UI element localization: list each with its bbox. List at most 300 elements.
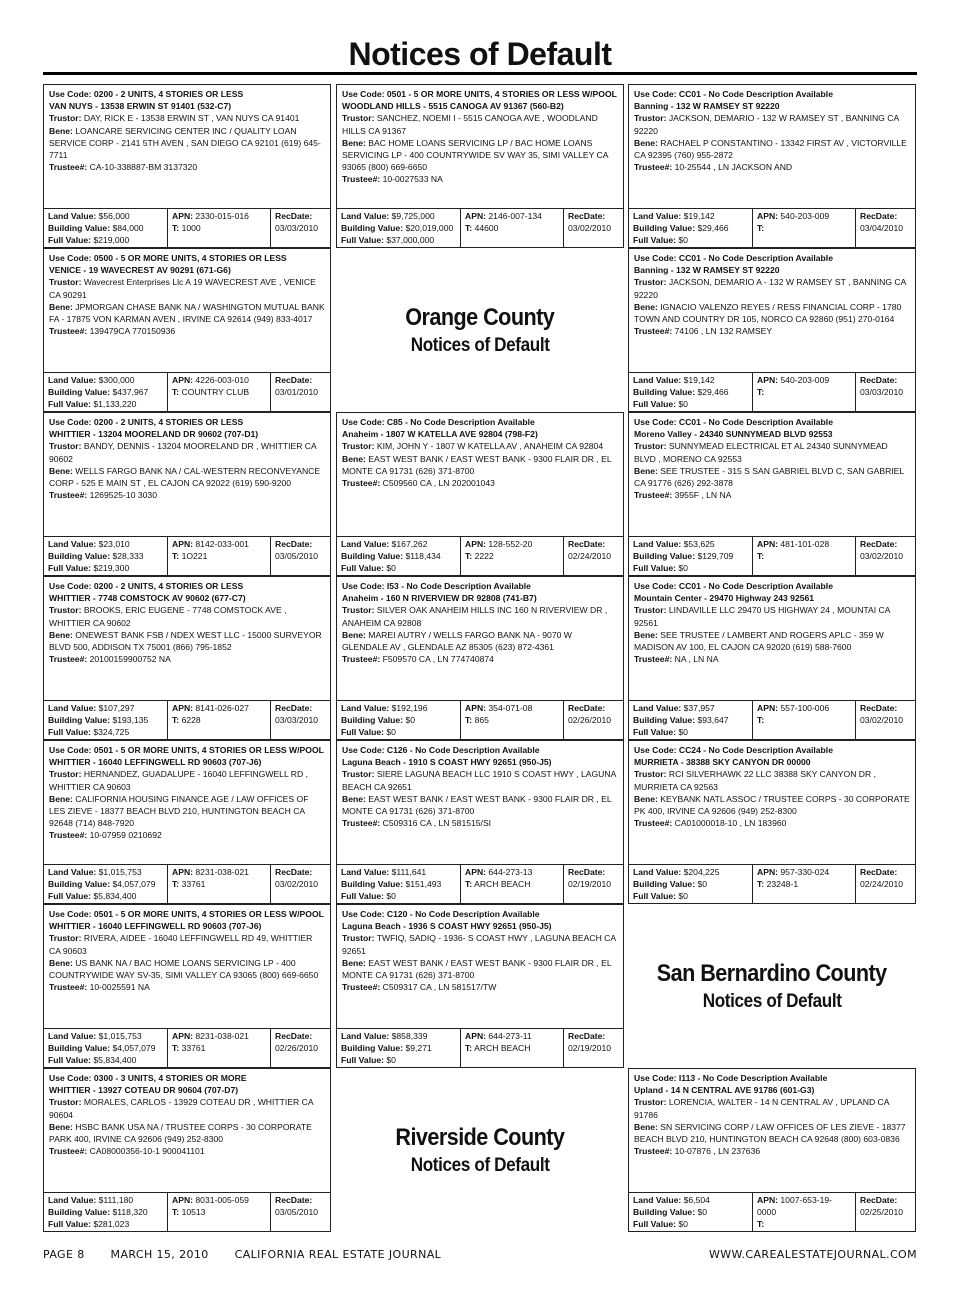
trustor-value: Wavecrest Enterprises Llc A 19 WAVECREST AVE , VENICE CA 90291 [49, 277, 316, 300]
notice-card [43, 904, 331, 1068]
value-block [337, 865, 461, 903]
property-address: WHITTIER - 7748 COMSTOCK AV 90602 (677-C7) [49, 593, 246, 604]
apn [757, 1194, 851, 1218]
trustee-number-label: Trustee#: [49, 830, 88, 841]
tract-label: T: [757, 387, 765, 397]
trustor [634, 276, 910, 300]
recdate-label: RecDate: [275, 211, 313, 221]
apn-block [753, 537, 856, 575]
beneficiary-value: SN SERVICING CORP / LAW OFFICES OF LES ZIEVE - 18377 BEACH BLVD 210, HUNTINGTON BEACH CA 92648 (800) 603-0836 [634, 1121, 906, 1145]
building-value-label: Building Value: [633, 223, 696, 233]
tract [465, 550, 559, 562]
use-code: Use Code: 0300 - 3 UNITS, 4 STORIES OR MORE [49, 1073, 247, 1083]
apn-value: 957-330-024 [780, 867, 830, 877]
tract-label: T: [465, 1043, 473, 1053]
county-name: Riverside County [395, 1123, 565, 1151]
land-value-value: $858,339 [391, 1031, 428, 1041]
full-value-label: Full Value: [633, 399, 676, 409]
trustor-value: BANDY, DENNIS - 13204 MOORELAND DR , WHITTIER CA 90602 [49, 441, 317, 464]
tract-label: T: [465, 223, 473, 233]
apn-label: APN: [172, 211, 194, 221]
apn-value: 4226-003-010 [195, 375, 249, 385]
value-block [337, 701, 461, 739]
building-value-label: Building Value: [48, 223, 111, 233]
beneficiary-label: Bene: [634, 301, 658, 312]
land-value [633, 1194, 748, 1206]
tract-label: T: [172, 551, 180, 561]
full-value-value: $37,000,000 [386, 235, 435, 245]
property-address: Laguna Beach - 1936 S COAST HWY 92651 (950-J5) [342, 921, 552, 932]
recdate-value: 02/26/2010 [275, 1043, 319, 1053]
building-value [48, 550, 163, 562]
trustor [342, 604, 618, 628]
recdate-block [856, 209, 915, 247]
recdate-value: 03/02/2010 [860, 715, 904, 725]
recdate-label: RecDate: [860, 1195, 898, 1205]
value-block [44, 701, 168, 739]
building-value-value: $193,135 [112, 715, 149, 725]
value-block [629, 209, 753, 247]
apn-label: APN: [757, 211, 779, 221]
property-address: Upland - 14 N CENTRAL AVE 91786 (601-G3) [634, 1085, 815, 1096]
notice-cell [43, 248, 331, 412]
trustee-number-label: Trustee#: [342, 174, 381, 185]
full-value [633, 398, 748, 410]
trustor [342, 112, 618, 136]
trustor-label: Trustor: [49, 113, 82, 124]
building-value [48, 386, 163, 398]
building-value-value: $437,967 [112, 387, 149, 397]
building-value [48, 1042, 163, 1054]
apn-block [168, 373, 271, 411]
notice-cell [43, 740, 331, 904]
trustee-number-value: CA08000356-10-1 900041101 [89, 1146, 205, 1157]
value-block [337, 209, 461, 247]
beneficiary-value: MAREI AUTRY / WELLS FARGO BANK NA - 9070 W GLENDALE AV , GLENDALE AZ 85305 (623) 872-4361 [342, 629, 572, 653]
apn-label: APN: [757, 1195, 779, 1205]
trustee-number-label: Trustee#: [49, 654, 88, 665]
trustor-value: TWFIQ, SADIQ - 1936- S COAST HWY , LAGUNA BEACH CA 92651 [342, 933, 616, 956]
trustee-number [342, 817, 618, 829]
notice-values [44, 372, 330, 411]
full-value [633, 562, 748, 574]
tract [172, 878, 266, 890]
property-address: Moreno Valley - 24340 SUNNYMEAD BLVD 92553 [634, 429, 833, 440]
trustor-value: LORENCIA, WALTER - 14 N CENTRAL AV , UPLAND CA 91786 [634, 1097, 890, 1120]
notice-card [336, 740, 624, 904]
recdate-value: 03/02/2010 [275, 879, 319, 889]
county-heading [336, 248, 624, 412]
building-value [633, 714, 748, 726]
use-code: Use Code: 0501 - 5 OR MORE UNITS, 4 STORIES OR LESS W/POOL [342, 89, 617, 99]
footer-url: WWW.CAREALESTATEJOURNAL.COM [708, 1248, 917, 1261]
beneficiary-value: LOANCARE SERVICING CENTER INC / QUALITY LOAN SERVICE CORP - 2141 5TH AVEN , SAN DIEGO CA 92101 (619) 645-7711 [49, 125, 321, 161]
apn-value: 557-100-006 [780, 703, 830, 713]
trustee-number-value: 1269525-10 3030 [89, 490, 157, 501]
full-value-value: $0 [678, 1219, 688, 1229]
apn-block [168, 1029, 271, 1067]
trustee-number [634, 817, 910, 829]
trustee-number [634, 653, 910, 665]
recdate-value: 02/24/2010 [568, 551, 612, 561]
notice-body [44, 577, 330, 700]
beneficiary [49, 125, 325, 162]
tract [172, 1206, 266, 1218]
tract-value: 2222 [474, 551, 494, 561]
apn-block [753, 865, 856, 903]
full-value-label: Full Value: [48, 1219, 91, 1229]
apn-value: 8231-038-021 [195, 867, 249, 877]
building-value-label: Building Value: [48, 1207, 111, 1217]
notice-body [44, 413, 330, 536]
beneficiary-value: EAST WEST BANK / EAST WEST BANK - 9300 FLAIR DR , EL MONTE CA 91731 (626) 371-8700 [342, 957, 612, 981]
property-address: Laguna Beach - 1910 S COAST HWY 92651 (950-J5) [342, 757, 552, 768]
full-value-value: $0 [386, 891, 396, 901]
trustor [49, 112, 325, 124]
building-value-value: $28,333 [112, 551, 144, 561]
building-value [633, 386, 748, 398]
apn-block [753, 373, 856, 411]
beneficiary [342, 957, 618, 981]
full-value-label: Full Value: [341, 563, 384, 573]
value-block [337, 1029, 461, 1067]
tract [465, 222, 559, 234]
land-value [633, 210, 748, 222]
notice-cell [43, 1068, 331, 1232]
recdate-block [856, 701, 915, 739]
full-value-label: Full Value: [341, 235, 384, 245]
building-value [341, 1042, 456, 1054]
tract [172, 386, 266, 398]
land-value-value: $9,725,000 [391, 211, 435, 221]
apn-block [168, 209, 271, 247]
tract-label: T: [465, 551, 473, 561]
trustor-label: Trustor: [342, 605, 375, 616]
full-value-value: $219,000 [93, 235, 130, 245]
apn [757, 210, 851, 222]
full-value [633, 890, 748, 902]
notice-values [629, 1192, 915, 1231]
footer-left [43, 1248, 463, 1261]
apn-label: APN: [465, 211, 487, 221]
apn-label: APN: [172, 867, 194, 877]
beneficiary-value: EAST WEST BANK / EAST WEST BANK - 9300 FLAIR DR , EL MONTE CA 91731 (626) 371-8700 [342, 453, 612, 476]
tract [465, 1042, 559, 1054]
full-value-value: $0 [678, 727, 688, 737]
notice-card [336, 576, 624, 740]
notice-body [337, 577, 623, 700]
apn-block [461, 209, 564, 247]
recdate-value: 03/02/2010 [860, 551, 904, 561]
apn-label: APN: [757, 375, 779, 385]
use-code: Use Code: CC01 - No Code Description Available [634, 417, 833, 427]
trustee-number-label: Trustee#: [49, 1146, 88, 1157]
notice-body [44, 741, 330, 864]
tract-label: T: [172, 387, 180, 397]
beneficiary-value: EAST WEST BANK / EAST WEST BANK - 9300 FLAIR DR , EL MONTE CA 91731 (626) 371-8700 [342, 793, 612, 817]
apn [757, 538, 851, 550]
trustor-value: SANCHEZ, NOEMI I - 5515 CANOGA AVE , WOODLAND HILLS CA 91367 [342, 113, 598, 136]
recdate-label: RecDate: [860, 867, 898, 877]
full-value-value: $5,834,400 [93, 891, 137, 901]
full-value [48, 562, 163, 574]
apn-label: APN: [172, 375, 194, 385]
use-code: Use Code: I113 - No Code Description Available [634, 1073, 828, 1083]
value-block [629, 373, 753, 411]
beneficiary-label: Bene: [634, 793, 658, 804]
value-block [629, 701, 753, 739]
building-value [341, 878, 456, 890]
trustee-number-label: Trustee#: [634, 490, 673, 501]
building-value-value: $118,434 [405, 551, 441, 561]
land-value-label: Land Value: [633, 211, 682, 221]
building-value [48, 1206, 163, 1218]
use-code: Use Code: 0200 - 2 UNITS, 4 STORIES OR LESS [49, 417, 244, 427]
full-value-label: Full Value: [341, 727, 384, 737]
land-value-label: Land Value: [341, 703, 390, 713]
tract-label: T: [465, 715, 473, 725]
building-value-label: Building Value: [48, 715, 111, 725]
apn [757, 866, 851, 878]
trustor-label: Trustor: [49, 769, 82, 780]
building-value-label: Building Value: [633, 879, 696, 889]
building-value-value: $151,493 [405, 879, 442, 889]
trustor-label: Trustor: [342, 933, 375, 944]
apn [172, 210, 266, 222]
land-value-value: $19,142 [683, 375, 715, 385]
trustee-number-value: C509560 CA , LN 202001043 [382, 478, 495, 489]
county-heading [628, 904, 916, 1068]
land-value [48, 210, 163, 222]
trustee-number-label: Trustee#: [49, 162, 88, 173]
beneficiary [634, 1121, 910, 1145]
land-value [341, 210, 456, 222]
notice-card [628, 248, 916, 412]
notice-body [44, 85, 330, 208]
tract-value: 865 [474, 715, 489, 725]
full-value-label: Full Value: [341, 1055, 384, 1065]
trustor-value: BROOKS, ERIC EUGENE - 7748 COMSTOCK AVE , WHITTIER CA 90602 [49, 605, 287, 628]
notices-grid [43, 84, 917, 1230]
trustor-value: SIERE LAGUNA BEACH LLC 1910 S COAST HWY , LAGUNA BEACH CA 92651 [342, 769, 616, 792]
tract [757, 1218, 851, 1230]
building-value-value: $118,320 [112, 1207, 148, 1217]
land-value-label: Land Value: [48, 1195, 97, 1205]
recdate-label: RecDate: [275, 1031, 313, 1041]
notice-cell [628, 904, 916, 1068]
beneficiary [634, 137, 910, 161]
land-value-label: Land Value: [48, 375, 97, 385]
full-value-value: $281,023 [93, 1219, 130, 1229]
recdate-label: RecDate: [568, 867, 606, 877]
notice-cell [628, 1068, 916, 1232]
land-value-label: Land Value: [633, 1195, 682, 1205]
trustee-number-value: 10-07959 0210692 [89, 830, 162, 841]
full-value [633, 726, 748, 738]
use-code: Use Code: CC01 - No Code Description Available [634, 89, 833, 99]
full-value-value: $0 [678, 563, 688, 573]
land-value [341, 538, 456, 550]
recdate-block [271, 1029, 330, 1067]
land-value [633, 374, 748, 386]
trustee-number [634, 161, 910, 173]
notice-values [44, 536, 330, 575]
trustee-number-label: Trustee#: [634, 654, 673, 665]
building-value-value: $9,271 [405, 1043, 432, 1053]
recdate-block [564, 701, 623, 739]
notice-values [337, 864, 623, 903]
apn-label: APN: [465, 867, 487, 877]
notice-cell [628, 740, 916, 904]
apn-block [461, 701, 564, 739]
land-value-label: Land Value: [48, 1031, 97, 1041]
apn-label: APN: [172, 1031, 194, 1041]
property-address: Mountain Center - 29470 Highway 243 92561 [634, 593, 815, 604]
trustee-number [634, 325, 910, 337]
building-value-value: $4,057,079 [112, 1043, 156, 1053]
trustor [342, 932, 618, 956]
building-value-label: Building Value: [341, 879, 404, 889]
apn [172, 702, 266, 714]
county-heading [336, 1068, 624, 1232]
land-value [633, 538, 748, 550]
building-value-label: Building Value: [48, 1043, 111, 1053]
recdate-block [564, 865, 623, 903]
full-value-label: Full Value: [633, 727, 676, 737]
apn [172, 866, 266, 878]
tract-label: T: [757, 551, 765, 561]
apn [465, 538, 559, 550]
tract [465, 878, 559, 890]
value-block [44, 865, 168, 903]
trustee-number-label: Trustee#: [634, 818, 673, 829]
building-value-value: $4,057,079 [112, 879, 156, 889]
recdate-value: 02/25/2010 [860, 1207, 904, 1217]
land-value-label: Land Value: [341, 539, 390, 549]
full-value-value: $324,725 [93, 727, 130, 737]
full-value-value: $5,834,400 [93, 1055, 137, 1065]
beneficiary [342, 629, 618, 653]
apn-value: 644-273-11 [488, 1031, 532, 1041]
land-value [341, 1030, 456, 1042]
trustee-number [49, 325, 325, 337]
land-value-value: $53,625 [683, 539, 715, 549]
beneficiary [49, 629, 325, 653]
notice-values [337, 536, 623, 575]
value-block [337, 537, 461, 575]
land-value-value: $167,262 [391, 539, 428, 549]
trustor-value: SUNNYMEAD ELECTRICAL ET AL 24340 SUNNYMEAD BLVD , MORENO CA 92553 [634, 441, 888, 464]
trustee-number-value: F509570 CA , LN 774740874 [382, 654, 494, 665]
recdate-label: RecDate: [275, 867, 313, 877]
full-value [48, 398, 163, 410]
use-code: Use Code: I53 - No Code Description Available [342, 581, 531, 591]
full-value-label: Full Value: [48, 563, 91, 573]
apn [465, 1030, 559, 1042]
full-value-label: Full Value: [633, 563, 676, 573]
beneficiary [49, 301, 325, 325]
recdate-block [856, 373, 915, 411]
trustor [634, 768, 910, 792]
building-value-value: $20,019,000 [405, 223, 454, 233]
recdate-label: RecDate: [860, 375, 898, 385]
notice-cell [628, 412, 916, 576]
beneficiary [49, 465, 325, 489]
notice-card [43, 84, 331, 248]
beneficiary-label: Bene: [49, 793, 73, 804]
trustee-number-label: Trustee#: [634, 1146, 673, 1157]
full-value-value: $0 [678, 891, 688, 901]
land-value-label: Land Value: [48, 703, 97, 713]
full-value [48, 1054, 163, 1066]
apn-block [753, 209, 856, 247]
land-value-value: $37,957 [683, 703, 715, 713]
recdate-value: 03/03/2010 [860, 387, 904, 397]
full-value-value: $0 [386, 563, 396, 573]
trustor-label: Trustor: [634, 605, 667, 616]
recdate-block [271, 373, 330, 411]
building-value-label: Building Value: [341, 551, 404, 561]
recdate-block [271, 537, 330, 575]
trustor-value: DAY, RICK E - 13538 ERWIN ST , VAN NUYS CA 91401 [83, 113, 300, 124]
building-value [633, 878, 748, 890]
land-value-label: Land Value: [48, 211, 97, 221]
trustee-number-label: Trustee#: [342, 982, 381, 993]
beneficiary-value: KEYBANK NATL ASSOC / TRUSTEE CORPS - 30 CORPORATE PK 400, IRVINE CA 92606 (949) 252-8300 [634, 793, 910, 817]
trustee-number-label: Trustee#: [49, 490, 88, 501]
beneficiary-label: Bene: [342, 957, 366, 968]
property-address: Banning - 132 W RAMSEY ST 92220 [634, 265, 780, 276]
notice-values [44, 1192, 330, 1231]
trustor-value: RIVERA, AIDEE - 16040 LEFFINGWELL RD 49, WHITTIER CA 90603 [49, 933, 313, 956]
beneficiary-value: WELLS FARGO BANK NA / CAL-WESTERN RECONVEYANCE CORP - 525 E MAIN ST , EL CAJON CA 92022 (619) 590-9200 [49, 465, 321, 489]
property-address: Banning - 132 W RAMSEY ST 92220 [634, 101, 780, 112]
county-name: Orange County [405, 303, 555, 331]
beneficiary-value: SEE TRUSTEE - 315 S SAN GABRIEL BLVD C, SAN GABRIEL CA 91776 (626) 292-3878 [634, 465, 904, 489]
notice-cell [336, 412, 624, 576]
full-value [341, 562, 456, 574]
apn-label: APN: [172, 539, 194, 549]
trustor-value: LINDAVILLE LLC 29470 US HIGHWAY 24 , MOUNTAI CA 92561 [634, 605, 890, 628]
land-value-value: $23,010 [98, 539, 130, 549]
apn-value: 481-101-028 [780, 539, 830, 549]
full-value-value: $219,300 [93, 563, 130, 573]
tract-label: T: [172, 1043, 180, 1053]
notice-values [629, 372, 915, 411]
building-value-label: Building Value: [48, 387, 111, 397]
recdate-block [564, 1029, 623, 1067]
property-address: Anaheim - 160 N RIVERVIEW DR 92808 (741-B7) [342, 593, 537, 604]
beneficiary [342, 793, 618, 817]
notice-card [43, 740, 331, 904]
trustee-number-value: 10-0027533 NA [382, 174, 443, 185]
apn-label: APN: [465, 1031, 487, 1041]
trustor-value: HERNANDEZ, GUADALUPE - 16040 LEFFINGWELL RD , WHITTIER CA 90603 [49, 769, 308, 792]
tract-label: T: [465, 879, 473, 889]
apn-value: 8142-033-001 [195, 539, 249, 549]
notice-card [336, 84, 624, 248]
land-value-label: Land Value: [341, 211, 390, 221]
notice-body [337, 85, 623, 208]
county-subtitle: Notices of Default [410, 334, 550, 356]
notice-values [44, 864, 330, 903]
use-code: Use Code: 0501 - 5 OR MORE UNITS, 4 STORIES OR LESS W/POOL [49, 745, 324, 755]
trustor-label: Trustor: [634, 769, 667, 780]
building-value-label: Building Value: [633, 387, 696, 397]
value-block [629, 865, 753, 903]
land-value [341, 866, 456, 878]
tract [757, 878, 851, 890]
